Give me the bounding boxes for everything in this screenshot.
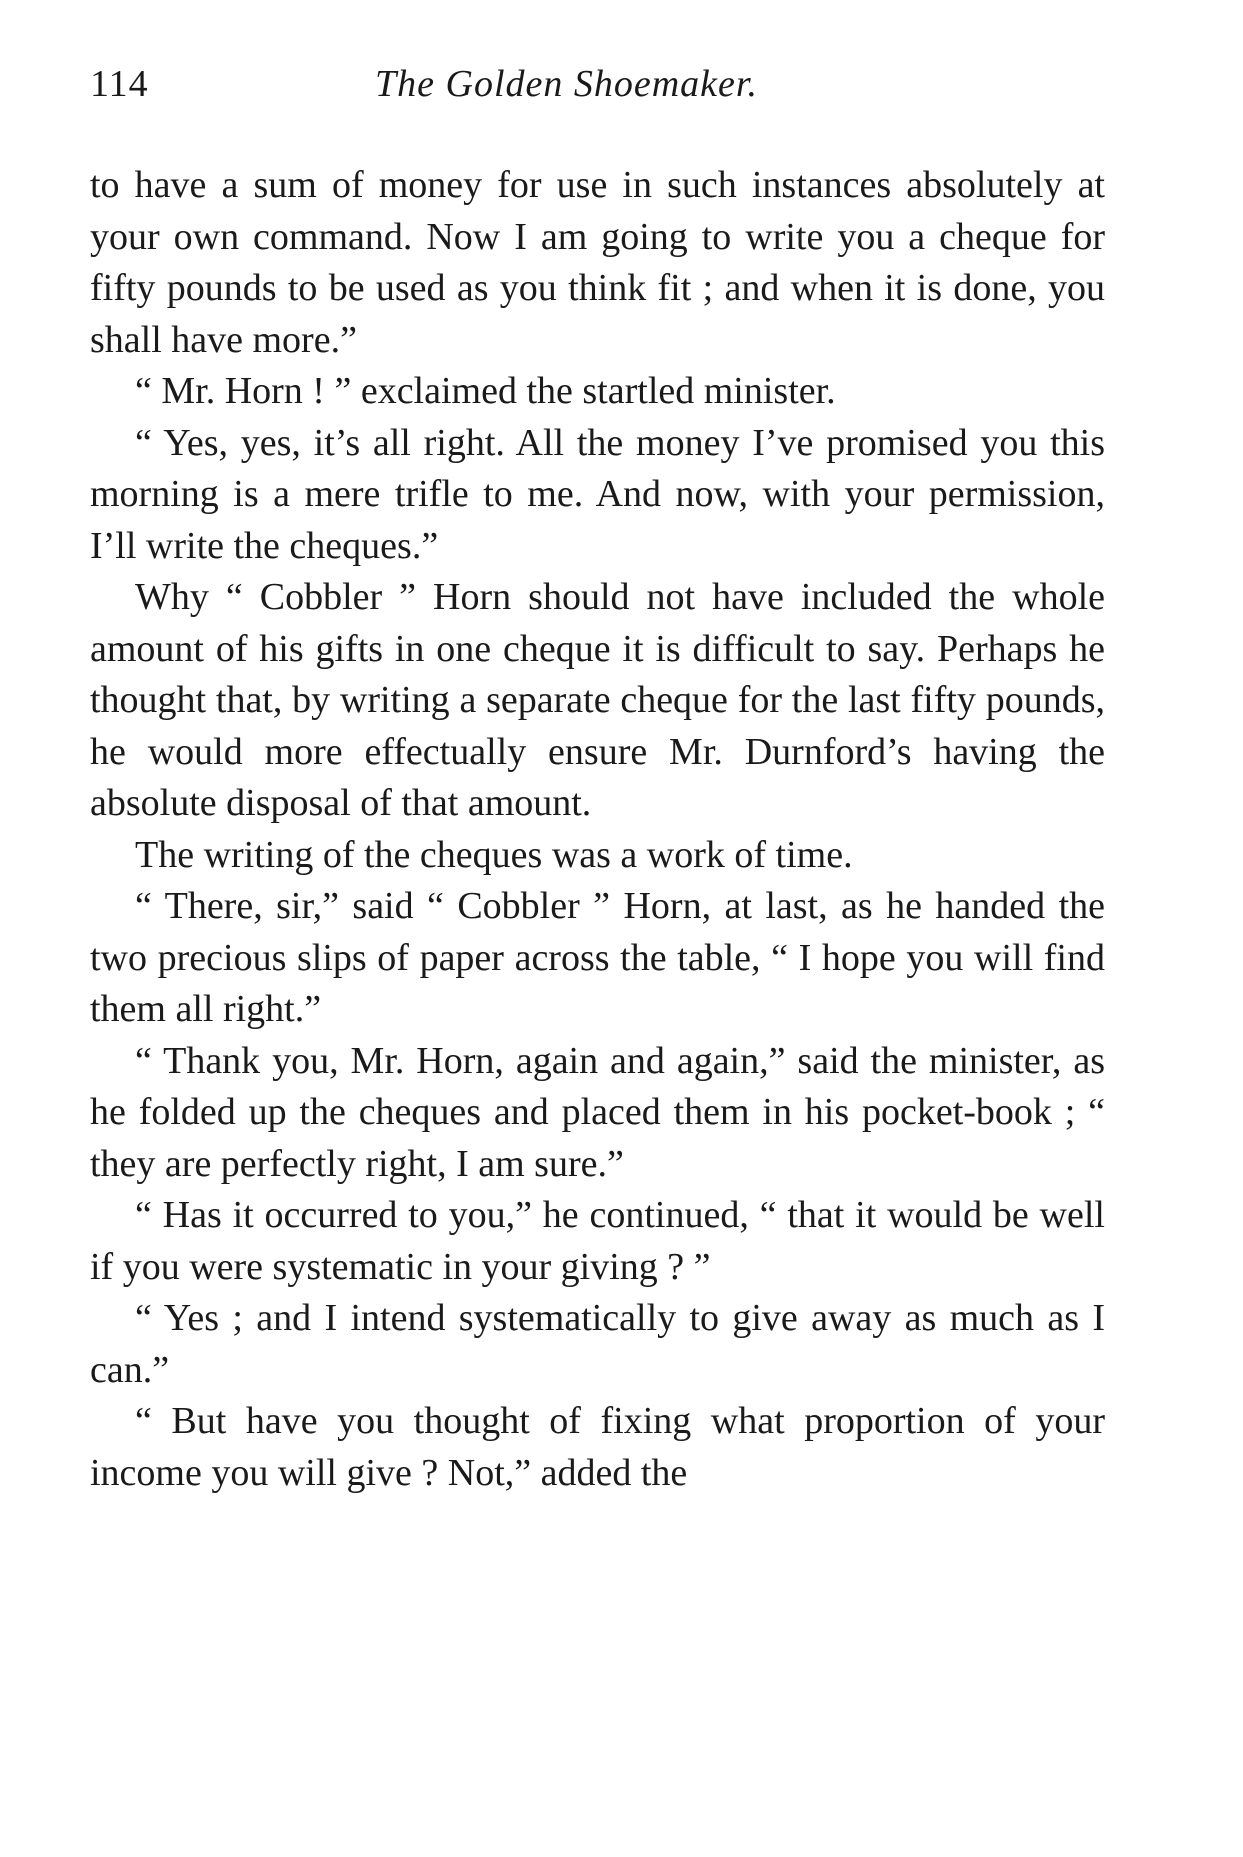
paragraph: “ Thank you, Mr. Horn, again and again,” said the minister, as he folded up the cheques and placed them in his pocket-book ; “ they are perfectly right, I am sure.” xyxy=(90,1039,1105,1185)
paragraph: “ Yes ; and I intend systematically to give away as much as I can.” xyxy=(90,1297,1105,1391)
paragraph: “ Yes, yes, it’s all right. All the money I’ve promised you this morning is a mere trifle to me. And now, with your permission, I’ll write the cheques.” xyxy=(90,421,1105,567)
paragraph: “ There, sir,” said “ Cobbler ” Horn, at last, as he handed the two precious slips of paper across the table, “ I hope you will find them all right.” xyxy=(90,885,1105,1030)
page-header xyxy=(90,62,1110,110)
paragraph: “ Mr. Horn ! ” exclaimed the startled minister. xyxy=(135,370,836,412)
paragraph: The writing of the cheques was a work of time. xyxy=(135,833,853,876)
paragraph: Why “ Cobbler ” Horn should not have included the whole amount of his gifts in one cheque it is difficult to say. Perhaps he thought that, by writing a separate cheque for the last fifty pounds, he would more effectually ensure Mr. Durnford’s having the absolute disposal of that amount. xyxy=(90,576,1105,824)
paragraph: to have a sum of money for use in such instances absolutely at your own command. Now I am going to write you a cheque for fifty pounds to be used as you think fit ; and when it is done, you shall have more.” xyxy=(90,164,1105,361)
page-number: 114 xyxy=(90,63,149,105)
body-text xyxy=(90,160,1105,1499)
paragraph: “ But have you thought of fixing what proportion of your income you will give ? Not,” added the xyxy=(90,1400,1105,1494)
paragraph: “ Has it occurred to you,” he continued, “ that it would be well if you were systematic in your giving ? ” xyxy=(90,1194,1105,1288)
running-title: The Golden Shoemaker. xyxy=(375,63,758,105)
